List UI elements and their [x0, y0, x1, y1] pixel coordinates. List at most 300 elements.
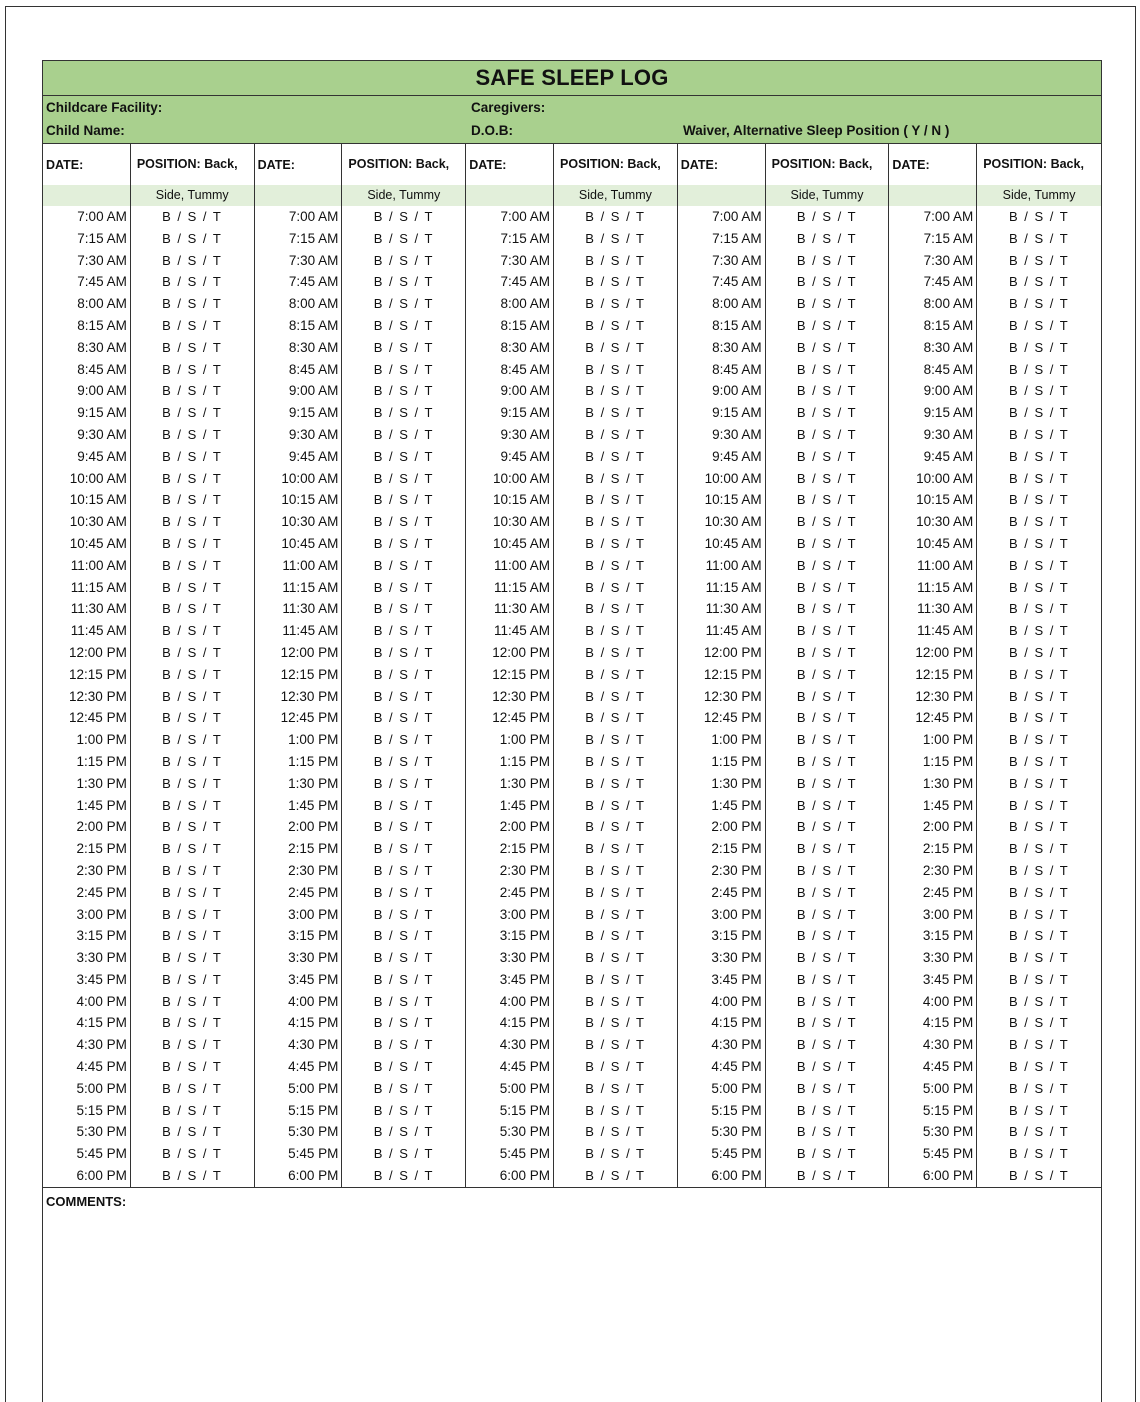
- position-cell[interactable]: B / S / T: [1008, 775, 1070, 791]
- position-cell[interactable]: B / S / T: [1008, 492, 1070, 508]
- position-cell[interactable]: B / S / T: [796, 1124, 858, 1140]
- time-cell: 10:45 AM: [916, 535, 974, 551]
- position-cell[interactable]: B / S / T: [585, 252, 646, 268]
- position-cell[interactable]: B / S / T: [373, 1015, 434, 1031]
- time-cell: 4:30 PM: [922, 1037, 974, 1053]
- position-cell[interactable]: B / S / T: [585, 841, 646, 857]
- date-header-3[interactable]: [466, 144, 554, 206]
- time-cell: 1:00 PM: [922, 732, 974, 748]
- position-cell[interactable]: B / S / T: [162, 339, 223, 355]
- position-cell[interactable]: B / S / T: [373, 579, 434, 595]
- position-cell[interactable]: B / S / T: [162, 644, 223, 660]
- time-cell: 9:00 AM: [288, 383, 339, 399]
- position-cell[interactable]: B / S / T: [1008, 732, 1070, 748]
- position-cell[interactable]: B / S / T: [796, 579, 858, 595]
- time-cell: 3:15 PM: [76, 928, 127, 944]
- position-cell[interactable]: B / S / T: [585, 339, 646, 355]
- waiver-label: Waiver, Alternative Sleep Position ( Y / N ): [683, 123, 950, 138]
- position-cell[interactable]: B / S / T: [373, 862, 434, 878]
- position-cell[interactable]: B / S / T: [796, 405, 858, 421]
- position-cell[interactable]: B / S / T: [162, 1146, 223, 1162]
- position-cell[interactable]: B / S / T: [796, 775, 858, 791]
- position-cell[interactable]: B / S / T: [162, 1015, 223, 1031]
- position-cell[interactable]: B / S / T: [373, 1037, 434, 1053]
- position-cell[interactable]: B / S / T: [1008, 993, 1070, 1009]
- position-cell[interactable]: B / S / T: [162, 601, 223, 617]
- position-cell[interactable]: B / S / T: [1008, 644, 1070, 660]
- time-cell: 2:00 PM: [76, 819, 127, 835]
- position-cell[interactable]: B / S / T: [1008, 470, 1070, 486]
- position-cell[interactable]: B / S / T: [796, 1059, 858, 1075]
- position-cell[interactable]: B / S / T: [1008, 862, 1070, 878]
- position-cell[interactable]: B / S / T: [373, 666, 434, 682]
- position-cell[interactable]: B / S / T: [1008, 1102, 1070, 1118]
- time-cell: 10:15 AM: [704, 492, 762, 508]
- position-cell[interactable]: B / S / T: [1008, 971, 1070, 987]
- position-cell[interactable]: B / S / T: [1008, 1168, 1070, 1184]
- time-cell: 6:00 PM: [499, 1168, 551, 1184]
- position-cell[interactable]: B / S / T: [1008, 928, 1070, 944]
- position-cell[interactable]: B / S / T: [1008, 1080, 1070, 1096]
- position-cell[interactable]: B / S / T: [373, 950, 434, 966]
- position-cell[interactable]: B / S / T: [1008, 666, 1070, 682]
- position-cell[interactable]: B / S / T: [585, 274, 646, 290]
- position-cell[interactable]: B / S / T: [162, 470, 223, 486]
- position-cell[interactable]: B / S / T: [796, 274, 858, 290]
- position-cell[interactable]: B / S / T: [1008, 1015, 1070, 1031]
- position-cell[interactable]: B / S / T: [162, 688, 223, 704]
- position-cell[interactable]: B / S / T: [585, 1146, 646, 1162]
- position-cell[interactable]: B / S / T: [585, 448, 646, 464]
- position-cell[interactable]: B / S / T: [585, 514, 646, 530]
- time-cell: 11:45 AM: [282, 623, 339, 639]
- position-cell[interactable]: B / S / T: [585, 579, 646, 595]
- position-cell[interactable]: B / S / T: [585, 688, 646, 704]
- time-cell: 8:00 AM: [500, 296, 551, 312]
- position-cell[interactable]: B / S / T: [585, 209, 646, 224]
- time-cell: 9:30 AM: [712, 426, 762, 442]
- position-cell[interactable]: B / S / T: [585, 405, 646, 421]
- time-cell: 11:00 AM: [705, 557, 762, 573]
- position-cell[interactable]: B / S / T: [1008, 797, 1070, 813]
- position-cell[interactable]: B / S / T: [585, 1080, 646, 1096]
- time-cell: 11:15 AM: [493, 579, 551, 595]
- position-cell[interactable]: B / S / T: [373, 1102, 434, 1118]
- position-cell[interactable]: B / S / T: [585, 230, 646, 246]
- position-cell[interactable]: B / S / T: [162, 514, 223, 530]
- time-cell: 11:00 AM: [282, 557, 339, 573]
- position-cell[interactable]: B / S / T: [373, 601, 434, 617]
- time-cell: 3:00 PM: [288, 906, 339, 922]
- position-cell[interactable]: B / S / T: [373, 361, 434, 377]
- position-cell[interactable]: B / S / T: [585, 470, 646, 486]
- position-cell[interactable]: B / S / T: [1008, 1146, 1070, 1162]
- position-cell[interactable]: B / S / T: [162, 1168, 223, 1184]
- time-cell: 1:15 PM: [922, 753, 974, 769]
- position-cell[interactable]: B / S / T: [585, 557, 646, 573]
- position-cell[interactable]: B / S / T: [373, 797, 434, 813]
- time-cell: 10:45 AM: [492, 535, 551, 551]
- time-cell: 4:45 PM: [711, 1059, 762, 1075]
- position-cell[interactable]: B / S / T: [1008, 950, 1070, 966]
- position-cell[interactable]: B / S / T: [796, 732, 858, 748]
- position-cell[interactable]: B / S / T: [796, 666, 858, 682]
- position-cell[interactable]: B / S / T: [1008, 339, 1070, 355]
- position-cell[interactable]: B / S / T: [585, 950, 646, 966]
- position-cell[interactable]: B / S / T: [162, 753, 223, 769]
- position-cell[interactable]: B / S / T: [373, 557, 434, 573]
- position-cell[interactable]: B / S / T: [796, 492, 858, 508]
- position-cell[interactable]: B / S / T: [162, 950, 223, 966]
- position-cell[interactable]: B / S / T: [585, 732, 646, 748]
- position-cell[interactable]: B / S / T: [162, 557, 223, 573]
- position-cell[interactable]: B / S / T: [1008, 753, 1070, 769]
- position-cell[interactable]: B / S / T: [162, 383, 223, 399]
- position-cell[interactable]: B / S / T: [585, 906, 646, 922]
- time-cell: 11:15 AM: [70, 579, 127, 595]
- date-header-shade: [255, 185, 342, 206]
- position-cell[interactable]: B / S / T: [373, 274, 434, 290]
- position-cell[interactable]: B / S / T: [373, 426, 434, 442]
- position-cell[interactable]: B / S / T: [796, 644, 858, 660]
- position-cell[interactable]: B / S / T: [162, 492, 223, 508]
- position-cell[interactable]: B / S / T: [796, 1015, 858, 1031]
- position-cell[interactable]: B / S / T: [162, 535, 223, 551]
- position-cell[interactable]: B / S / T: [162, 579, 223, 595]
- position-cell[interactable]: B / S / T: [373, 296, 434, 312]
- position-cell[interactable]: B / S / T: [585, 644, 646, 660]
- position-cell[interactable]: B / S / T: [585, 535, 646, 551]
- position-cell[interactable]: B / S / T: [162, 209, 223, 224]
- position-cell[interactable]: B / S / T: [585, 971, 646, 987]
- position-cell[interactable]: B / S / T: [1008, 252, 1070, 268]
- position-cell[interactable]: B / S / T: [1008, 1037, 1070, 1053]
- position-cell[interactable]: B / S / T: [796, 339, 858, 355]
- position-cell[interactable]: B / S / T: [162, 884, 223, 900]
- position-cell[interactable]: B / S / T: [373, 688, 434, 704]
- time-column-5: [889, 206, 977, 1187]
- position-label-line2: Side, Tummy: [554, 185, 677, 206]
- child-name-label: Child Name:: [46, 123, 125, 138]
- position-cell[interactable]: B / S / T: [796, 710, 858, 726]
- position-cell[interactable]: B / S / T: [796, 797, 858, 813]
- position-cell[interactable]: B / S / T: [585, 993, 646, 1009]
- safe-sleep-log-sheet: [42, 60, 1102, 1402]
- position-cell[interactable]: B / S / T: [162, 797, 223, 813]
- position-cell[interactable]: B / S / T: [1008, 448, 1070, 464]
- position-cell[interactable]: B / S / T: [796, 1080, 858, 1096]
- position-cell[interactable]: B / S / T: [162, 862, 223, 878]
- position-cell[interactable]: B / S / T: [796, 535, 858, 551]
- position-cell[interactable]: B / S / T: [162, 819, 223, 835]
- position-cell[interactable]: B / S / T: [585, 1037, 646, 1053]
- position-cell[interactable]: B / S / T: [796, 906, 858, 922]
- position-cell[interactable]: B / S / T: [585, 296, 646, 312]
- position-cell[interactable]: B / S / T: [162, 426, 223, 442]
- position-cell[interactable]: B / S / T: [1008, 535, 1070, 551]
- time-cell: 7:15 AM: [923, 230, 974, 246]
- position-cell[interactable]: B / S / T: [796, 1146, 858, 1162]
- position-cell[interactable]: B / S / T: [373, 753, 434, 769]
- date-header-2[interactable]: [255, 144, 343, 206]
- position-cell[interactable]: B / S / T: [373, 514, 434, 530]
- position-cell[interactable]: B / S / T: [1008, 426, 1070, 442]
- position-cell[interactable]: B / S / T: [373, 971, 434, 987]
- position-cell[interactable]: B / S / T: [1008, 317, 1070, 333]
- position-cell[interactable]: B / S / T: [585, 361, 646, 377]
- time-cell: 2:15 PM: [711, 841, 762, 857]
- position-cell[interactable]: B / S / T: [162, 1059, 223, 1075]
- position-cell[interactable]: B / S / T: [585, 1102, 646, 1118]
- position-cell[interactable]: B / S / T: [796, 383, 858, 399]
- position-cell[interactable]: B / S / T: [373, 317, 434, 333]
- position-cell[interactable]: B / S / T: [1008, 601, 1070, 617]
- position-column-2: [342, 206, 466, 1187]
- position-cell[interactable]: B / S / T: [373, 1124, 434, 1140]
- time-cell: 5:00 PM: [76, 1080, 127, 1096]
- position-cell[interactable]: B / S / T: [373, 732, 434, 748]
- position-cell[interactable]: B / S / T: [585, 710, 646, 726]
- time-cell: 12:00 PM: [492, 644, 551, 660]
- position-column-5: [977, 206, 1101, 1187]
- date-label: DATE:: [257, 158, 295, 172]
- position-cell[interactable]: B / S / T: [796, 1168, 858, 1184]
- position-cell[interactable]: B / S / T: [796, 1102, 858, 1118]
- position-cell[interactable]: B / S / T: [796, 317, 858, 333]
- position-cell[interactable]: B / S / T: [373, 1080, 434, 1096]
- time-cell: 2:00 PM: [288, 819, 339, 835]
- time-cell: 11:30 AM: [282, 601, 339, 617]
- position-cell[interactable]: B / S / T: [585, 317, 646, 333]
- position-cell[interactable]: B / S / T: [162, 732, 223, 748]
- position-cell[interactable]: B / S / T: [373, 405, 434, 421]
- position-cell[interactable]: B / S / T: [796, 1037, 858, 1053]
- position-cell[interactable]: B / S / T: [373, 841, 434, 857]
- date-label: DATE:: [680, 158, 719, 172]
- position-cell[interactable]: B / S / T: [796, 862, 858, 878]
- time-cell: 12:00 PM: [280, 644, 339, 660]
- time-cell: 3:45 PM: [711, 971, 762, 987]
- position-cell[interactable]: B / S / T: [1008, 819, 1070, 835]
- position-cell[interactable]: B / S / T: [1008, 710, 1070, 726]
- position-cell[interactable]: B / S / T: [796, 470, 858, 486]
- position-cell[interactable]: B / S / T: [162, 274, 223, 290]
- position-cell[interactable]: B / S / T: [162, 993, 223, 1009]
- position-cell[interactable]: B / S / T: [796, 514, 858, 530]
- position-cell[interactable]: B / S / T: [1008, 1059, 1070, 1075]
- position-cell[interactable]: B / S / T: [585, 775, 646, 791]
- position-cell[interactable]: B / S / T: [1008, 274, 1070, 290]
- position-cell[interactable]: B / S / T: [1008, 906, 1070, 922]
- position-cell[interactable]: B / S / T: [162, 1080, 223, 1096]
- time-cell: 11:00 AM: [917, 557, 974, 573]
- position-cell[interactable]: B / S / T: [1008, 884, 1070, 900]
- position-cell[interactable]: B / S / T: [373, 209, 434, 224]
- position-cell[interactable]: B / S / T: [1008, 623, 1070, 639]
- position-cell[interactable]: B / S / T: [1008, 230, 1070, 246]
- position-cell[interactable]: B / S / T: [162, 710, 223, 726]
- position-cell[interactable]: B / S / T: [373, 535, 434, 551]
- position-cell[interactable]: B / S / T: [162, 928, 223, 944]
- time-cell: 10:30 AM: [281, 514, 339, 530]
- time-cell: 10:30 AM: [492, 514, 551, 530]
- position-cell[interactable]: B / S / T: [585, 492, 646, 508]
- position-cell[interactable]: B / S / T: [585, 623, 646, 639]
- time-cell: 4:45 PM: [499, 1059, 551, 1075]
- time-cell: 11:15 AM: [917, 579, 974, 595]
- time-cell: 9:00 AM: [712, 383, 762, 399]
- position-cell[interactable]: B / S / T: [162, 841, 223, 857]
- position-cell[interactable]: B / S / T: [162, 1037, 223, 1053]
- position-cell[interactable]: B / S / T: [796, 753, 858, 769]
- position-cell[interactable]: B / S / T: [796, 688, 858, 704]
- position-cell[interactable]: B / S / T: [162, 775, 223, 791]
- time-cell: 8:00 AM: [923, 296, 974, 312]
- position-cell[interactable]: B / S / T: [373, 644, 434, 660]
- position-cell[interactable]: B / S / T: [162, 361, 223, 377]
- position-cell[interactable]: B / S / T: [373, 710, 434, 726]
- position-label-line2: Side, Tummy: [977, 185, 1101, 206]
- time-cell: 2:00 PM: [922, 819, 974, 835]
- date-label: DATE:: [892, 158, 930, 172]
- position-cell[interactable]: B / S / T: [373, 623, 434, 639]
- dob-label: D.O.B:: [471, 123, 513, 138]
- position-cell[interactable]: B / S / T: [796, 361, 858, 377]
- position-cell[interactable]: B / S / T: [373, 448, 434, 464]
- position-cell[interactable]: B / S / T: [1008, 361, 1070, 377]
- position-cell[interactable]: B / S / T: [1008, 296, 1070, 312]
- position-cell[interactable]: B / S / T: [796, 209, 858, 224]
- position-cell[interactable]: B / S / T: [585, 1015, 646, 1031]
- position-cell[interactable]: B / S / T: [162, 906, 223, 922]
- time-cell: 7:15 AM: [500, 230, 551, 246]
- position-cell[interactable]: B / S / T: [796, 296, 858, 312]
- position-cell[interactable]: B / S / T: [796, 448, 858, 464]
- time-cell: 9:45 AM: [500, 448, 551, 464]
- position-cell[interactable]: B / S / T: [796, 993, 858, 1009]
- position-cell[interactable]: B / S / T: [373, 884, 434, 900]
- position-cell[interactable]: B / S / T: [585, 797, 646, 813]
- time-cell: 8:45 AM: [712, 361, 762, 377]
- position-cell[interactable]: B / S / T: [1008, 579, 1070, 595]
- position-cell[interactable]: B / S / T: [585, 928, 646, 944]
- position-cell[interactable]: B / S / T: [373, 230, 434, 246]
- position-cell[interactable]: B / S / T: [162, 1102, 223, 1118]
- position-cell[interactable]: B / S / T: [162, 405, 223, 421]
- position-cell[interactable]: B / S / T: [1008, 405, 1070, 421]
- position-cell[interactable]: B / S / T: [585, 1168, 646, 1184]
- time-cell: 8:00 AM: [288, 296, 339, 312]
- position-cell[interactable]: B / S / T: [585, 753, 646, 769]
- position-cell[interactable]: B / S / T: [796, 819, 858, 835]
- position-cell[interactable]: B / S / T: [162, 230, 223, 246]
- time-cell: 1:15 PM: [499, 753, 551, 769]
- position-cell[interactable]: B / S / T: [796, 623, 858, 639]
- position-cell[interactable]: B / S / T: [162, 971, 223, 987]
- time-cell: 7:45 AM: [923, 274, 974, 290]
- position-cell[interactable]: B / S / T: [373, 383, 434, 399]
- position-cell[interactable]: B / S / T: [162, 296, 223, 312]
- position-cell[interactable]: B / S / T: [1008, 383, 1070, 399]
- position-cell[interactable]: B / S / T: [585, 426, 646, 442]
- position-cell[interactable]: B / S / T: [373, 252, 434, 268]
- position-cell[interactable]: B / S / T: [796, 971, 858, 987]
- position-cell[interactable]: B / S / T: [373, 928, 434, 944]
- time-cell: 9:30 AM: [923, 426, 974, 442]
- position-cell[interactable]: B / S / T: [373, 492, 434, 508]
- position-cell[interactable]: B / S / T: [796, 601, 858, 617]
- date-header-5[interactable]: [889, 144, 977, 206]
- position-cell[interactable]: B / S / T: [162, 1124, 223, 1140]
- position-cell[interactable]: B / S / T: [373, 470, 434, 486]
- position-cell[interactable]: B / S / T: [162, 448, 223, 464]
- time-cell: 6:00 PM: [922, 1168, 974, 1184]
- position-cell[interactable]: B / S / T: [162, 317, 223, 333]
- position-cell[interactable]: B / S / T: [1008, 514, 1070, 530]
- position-cell[interactable]: B / S / T: [373, 1168, 434, 1184]
- position-cell[interactable]: B / S / T: [373, 1146, 434, 1162]
- time-cell: 12:30 PM: [280, 688, 339, 704]
- date-header-4[interactable]: [678, 144, 766, 206]
- position-cell[interactable]: B / S / T: [373, 993, 434, 1009]
- position-cell[interactable]: B / S / T: [796, 426, 858, 442]
- date-header-1[interactable]: [43, 144, 131, 206]
- time-cell: 12:15 PM: [69, 666, 127, 682]
- position-cell[interactable]: B / S / T: [373, 775, 434, 791]
- time-cell: 7:00 AM: [712, 209, 762, 224]
- time-cell: 10:00 AM: [69, 470, 127, 486]
- position-cell[interactable]: B / S / T: [373, 906, 434, 922]
- position-cell[interactable]: B / S / T: [585, 601, 646, 617]
- position-cell[interactable]: B / S / T: [1008, 209, 1070, 224]
- comments-section[interactable]: [43, 1187, 1101, 1402]
- position-column-4: [766, 206, 890, 1187]
- position-cell[interactable]: B / S / T: [1008, 1124, 1070, 1140]
- position-cell[interactable]: B / S / T: [373, 819, 434, 835]
- position-cell[interactable]: B / S / T: [585, 666, 646, 682]
- time-cell: 5:00 PM: [499, 1080, 551, 1096]
- position-cell[interactable]: B / S / T: [796, 557, 858, 573]
- position-cell[interactable]: B / S / T: [585, 862, 646, 878]
- time-cell: 2:30 PM: [76, 862, 127, 878]
- position-cell[interactable]: B / S / T: [585, 884, 646, 900]
- position-cell[interactable]: B / S / T: [373, 1059, 434, 1075]
- position-cell[interactable]: B / S / T: [796, 230, 858, 246]
- time-cell: 10:30 AM: [916, 514, 974, 530]
- position-cell[interactable]: B / S / T: [1008, 688, 1070, 704]
- position-cell[interactable]: B / S / T: [796, 950, 858, 966]
- time-cell: 12:30 PM: [703, 688, 762, 704]
- position-cell[interactable]: B / S / T: [796, 841, 858, 857]
- position-cell[interactable]: B / S / T: [585, 1124, 646, 1140]
- position-cell[interactable]: B / S / T: [162, 623, 223, 639]
- time-cell: 2:00 PM: [711, 819, 762, 835]
- time-cell: 2:45 PM: [922, 884, 974, 900]
- position-cell[interactable]: B / S / T: [796, 928, 858, 944]
- time-cell: 7:15 AM: [712, 230, 762, 246]
- position-cell[interactable]: B / S / T: [373, 339, 434, 355]
- position-cell[interactable]: B / S / T: [585, 383, 646, 399]
- info-section: [43, 96, 1101, 144]
- position-cell[interactable]: B / S / T: [796, 884, 858, 900]
- position-cell[interactable]: B / S / T: [162, 666, 223, 682]
- position-cell[interactable]: B / S / T: [1008, 841, 1070, 857]
- position-cell[interactable]: B / S / T: [585, 819, 646, 835]
- position-cell[interactable]: B / S / T: [162, 252, 223, 268]
- position-cell[interactable]: B / S / T: [585, 1059, 646, 1075]
- position-cell[interactable]: B / S / T: [796, 252, 858, 268]
- position-cell[interactable]: B / S / T: [1008, 557, 1070, 573]
